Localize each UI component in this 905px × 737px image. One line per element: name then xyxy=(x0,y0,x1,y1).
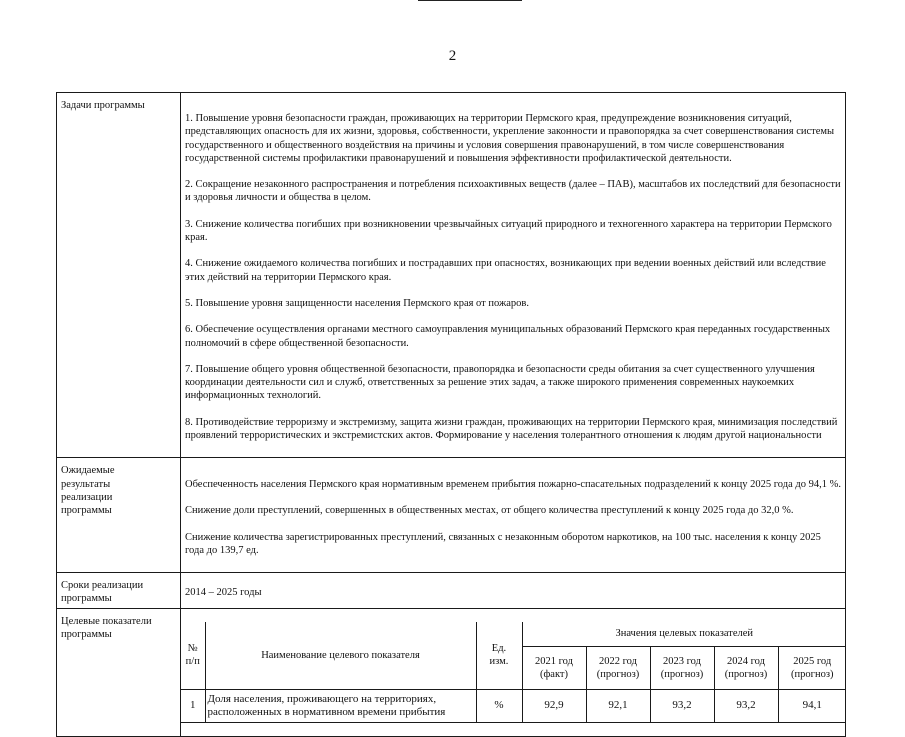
task-item: 1. Повышение уровня безопасности граждан, проживающих на территории Пермского края, предупреждение возникновения ситуаций, представляющих опасность для их жизни, здоровья, собственности, укрепление законности и правопорядка за счет совершенствования системы государственного и общественного воздействия на причины и условия совершения правонарушений, в том числе совершенствования государственной системы профилактики правонарушений и повышения эффективности профилактической деятельности. xyxy=(185,113,835,164)
indicator-value: 92,9 xyxy=(522,689,586,722)
col-num-header: № п/п xyxy=(181,622,205,690)
tasks-label: Задачи программы xyxy=(57,93,181,458)
indicators-label: Целевые показатели программы xyxy=(57,608,181,736)
result-item: Снижение доли преступлений, совершенных в общественных местах, от общего количества преступлений к концу 2025 года до 32,0 %. xyxy=(185,505,794,517)
indicators-header-row xyxy=(181,622,846,647)
task-item: 8. Противодействие терроризму и экстремизму, защита жизни граждан, проживающих на территории Пермского края, минимизация последствий проявлений террористических и экстремистских актов. Формирование у населения толерантного отношения к людям другой национальности xyxy=(185,416,838,442)
task-item: 2. Сокращение незаконного распространения и потребления психоактивных веществ (далее – ПАВ), масштабов их последствий для безопасности и здоровья личности и общества в целом. xyxy=(185,179,841,204)
terms-row xyxy=(57,573,846,608)
result-item: Обеспеченность населения Пермского края нормативным временем прибытия пожарно-спасательных подразделений к концу 2025 года до 94,1 %. xyxy=(185,478,841,490)
task-item: 6. Обеспечение осуществления органами местного самоуправления муниципальных образований Пермского края переданных государственных полномочий в сфере общественной безопасности. xyxy=(185,324,831,349)
terms-value: 2014 – 2025 годы xyxy=(181,573,846,608)
indicators-row xyxy=(57,608,846,736)
top-rule xyxy=(418,0,522,1)
task-item: 5. Повышение уровня защищенности населения Пермского края от пожаров. xyxy=(185,298,529,310)
indicator-value: 93,2 xyxy=(714,689,778,722)
values-group-header: Значения целевых показателей xyxy=(522,622,846,647)
task-item: 4. Снижение ожидаемого количества погибших и пострадавших при опасностях, возникающих при ведении военных действий или вследствие этих действий на территории Пермского края. xyxy=(185,258,826,283)
indicator-row xyxy=(181,689,846,722)
task-item: 3. Снижение количества погибших при возникновении чрезвычайных ситуаций природного и техногенного характера на территории Пермского края. xyxy=(185,218,832,244)
year-header: 2021 год (факт) xyxy=(522,646,586,689)
tasks-row xyxy=(57,93,846,458)
indicators-table xyxy=(181,622,846,723)
indicator-value: 93,2 xyxy=(650,689,714,722)
results-content xyxy=(181,458,846,573)
task-item: 7. Повышение общего уровня общественной безопасности, правопорядка и безопасности среды обитания за счет существенного улучшения координации деятельности сил и служб, ответственных за решение этих задач, а также широкого применения современных наукоемких информационных технологий. xyxy=(185,364,815,402)
terms-label: Сроки реализации программы xyxy=(57,573,181,608)
result-item: Снижение количества зарегистрированных преступлений, связанных с незаконным оборотом наркотиков, на 100 тыс. населения к концу 2025 года до 139,7 ед. xyxy=(185,531,821,556)
year-header: 2023 год (прогноз) xyxy=(650,646,714,689)
program-passport-table xyxy=(56,92,846,737)
indicator-value: 94,1 xyxy=(778,689,846,722)
indicator-value: 92,1 xyxy=(586,689,650,722)
year-header: 2024 год (прогноз) xyxy=(714,646,778,689)
col-unit-header: Ед. изм. xyxy=(476,622,522,690)
year-header: 2022 год (прогноз) xyxy=(586,646,650,689)
results-label: Ожидаемые результаты реализации программы xyxy=(57,458,181,573)
page-number: 2 xyxy=(448,48,457,64)
results-row xyxy=(57,458,846,573)
indicator-num: 1 xyxy=(181,689,205,722)
indicator-unit: % xyxy=(476,689,522,722)
col-name-header: Наименование целевого показателя xyxy=(205,622,476,690)
year-header: 2025 год (прогноз) xyxy=(778,646,846,689)
tasks-content xyxy=(181,93,846,458)
indicator-name: Доля населения, проживающего на территориях, расположенных в нормативном времени прибытия xyxy=(205,689,476,722)
indicators-cell xyxy=(181,608,846,736)
